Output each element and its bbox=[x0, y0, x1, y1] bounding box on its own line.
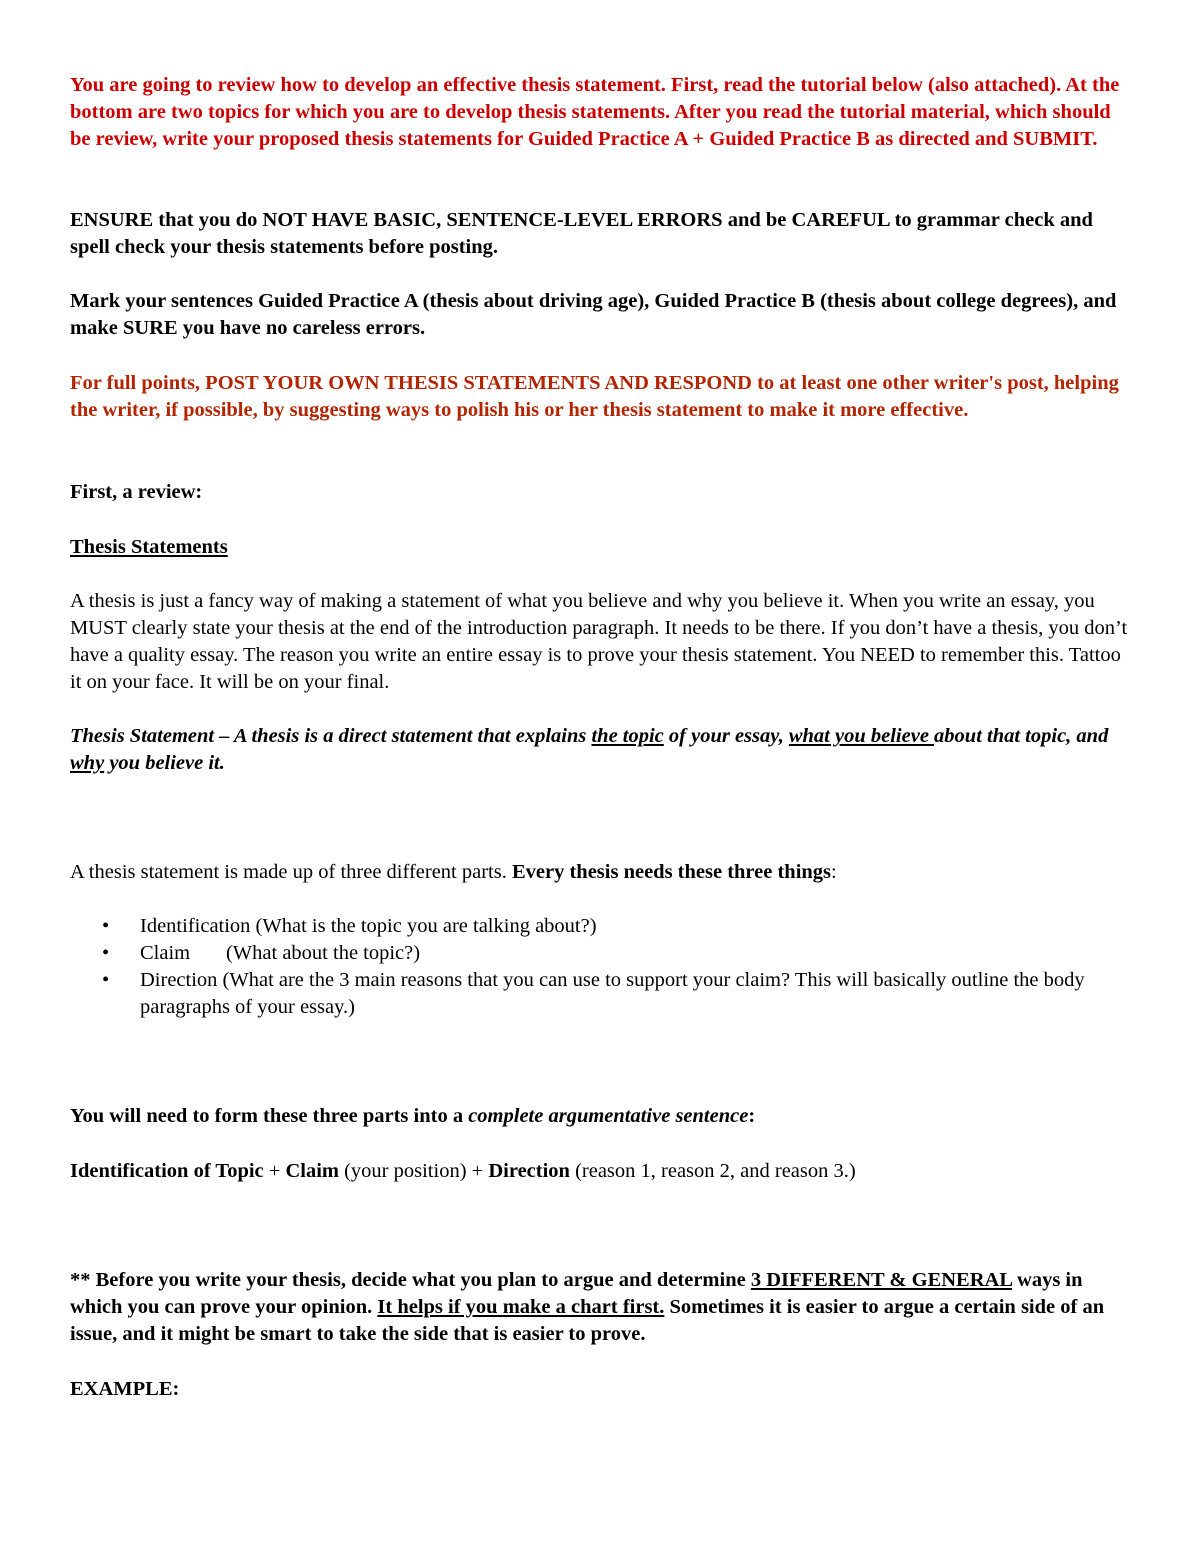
definition-text: of your essay, bbox=[663, 725, 789, 747]
parts-intro-text: A thesis statement is made up of three different parts. bbox=[70, 861, 512, 883]
full-points-instructions: For full points, POST YOUR OWN THESIS STATEMENTS AND RESPOND to at least one other writer's post, helping the writer, if possible, by suggesting ways to polish his or her thesis statement to make it more effective. bbox=[70, 372, 1119, 421]
list-item: • Identification (What is the topic you are talking about?) bbox=[70, 913, 1135, 940]
form-sentence-end: : bbox=[748, 1105, 756, 1127]
thesis-definition bbox=[70, 723, 1135, 777]
list-item: • Direction (What are the 3 main reasons that you can use to support your claim? This will basically outline the body paragraphs of your essay.) bbox=[70, 967, 1135, 1021]
definition-text: Thesis Statement – A thesis is a direct statement that explains bbox=[70, 725, 592, 747]
thesis-parts-list bbox=[70, 913, 1135, 1021]
thesis-paragraph: A thesis is just a fancy way of making a statement of what you believe and why you believe it. When you write an essay, you MUST clearly state your thesis at the end of the introduction paragraph. It needs to be there. If you don’t have a thesis, you don’t have a quality essay. The reason you write an entire essay is to prove your thesis statement. You NEED to remember this. Tattoo it on your face. It will be on your final. bbox=[70, 590, 1128, 693]
formula-identification: Identification of Topic bbox=[70, 1160, 264, 1182]
formula-direction-note: (reason 1, reason 2, and reason 3.) bbox=[569, 1160, 856, 1182]
before-you-write-note bbox=[70, 1267, 1135, 1348]
before-text: ways in which you can prove your opinion. bbox=[70, 1269, 1083, 1318]
formula-claim: Claim bbox=[285, 1160, 339, 1182]
example-label: EXAMPLE: bbox=[70, 1378, 180, 1400]
thesis-formula bbox=[70, 1158, 1135, 1185]
definition-text: you believe it. bbox=[104, 752, 225, 774]
definition-why: why bbox=[70, 752, 105, 774]
section-title: Thesis Statements bbox=[70, 536, 228, 558]
formula-claim-note: (your position) + bbox=[338, 1160, 489, 1182]
before-text: Sometimes it is easier to argue a certain side of an issue, and it might be smart to take the side that is easier to prove. bbox=[70, 1296, 1105, 1345]
before-underline-chart: It helps if you make a chart first. bbox=[377, 1296, 665, 1318]
before-underline-general: 3 DIFFERENT & GENERAL bbox=[750, 1269, 1012, 1291]
form-sentence-italic: complete argumentative sentence bbox=[468, 1105, 749, 1127]
parts-intro-end: : bbox=[831, 861, 837, 883]
definition-text: about that topic, and bbox=[934, 725, 1109, 747]
intro-instructions: You are going to review how to develop an effective thesis statement. First, read the tutorial below (also attached). At the bottom are two topics for which you are to develop thesis statements. After you read the tutorial material, which should be review, write your proposed thesis statements for Guided Practice A + Guided Practice B as directed and SUBMIT. bbox=[70, 74, 1120, 150]
form-sentence bbox=[70, 1103, 1135, 1130]
mark-instructions: Mark your sentences Guided Practice A (thesis about driving age), Guided Practice B (thesis about college degrees), and make SURE you have no careless errors. bbox=[70, 290, 1117, 339]
definition-believe: what you believe bbox=[788, 725, 935, 747]
before-text: ** Before you write your thesis, decide what you plan to argue and determine bbox=[70, 1269, 751, 1291]
form-sentence-bold: You will need to form these three parts into a bbox=[70, 1105, 469, 1127]
first-review-label: First, a review: bbox=[70, 481, 203, 503]
formula-direction: Direction bbox=[488, 1160, 570, 1182]
parts-intro-bold: Every thesis needs these three things bbox=[511, 861, 832, 883]
definition-topic: the topic bbox=[591, 725, 664, 747]
parts-intro bbox=[70, 859, 1135, 886]
list-item: • Claim (What about the topic?) bbox=[70, 940, 1135, 967]
ensure-instructions: ENSURE that you do NOT HAVE BASIC, SENTENCE-LEVEL ERRORS and be CAREFUL to grammar check and spell check your thesis statements before posting. bbox=[70, 209, 1093, 258]
formula-plus: + bbox=[263, 1160, 286, 1182]
